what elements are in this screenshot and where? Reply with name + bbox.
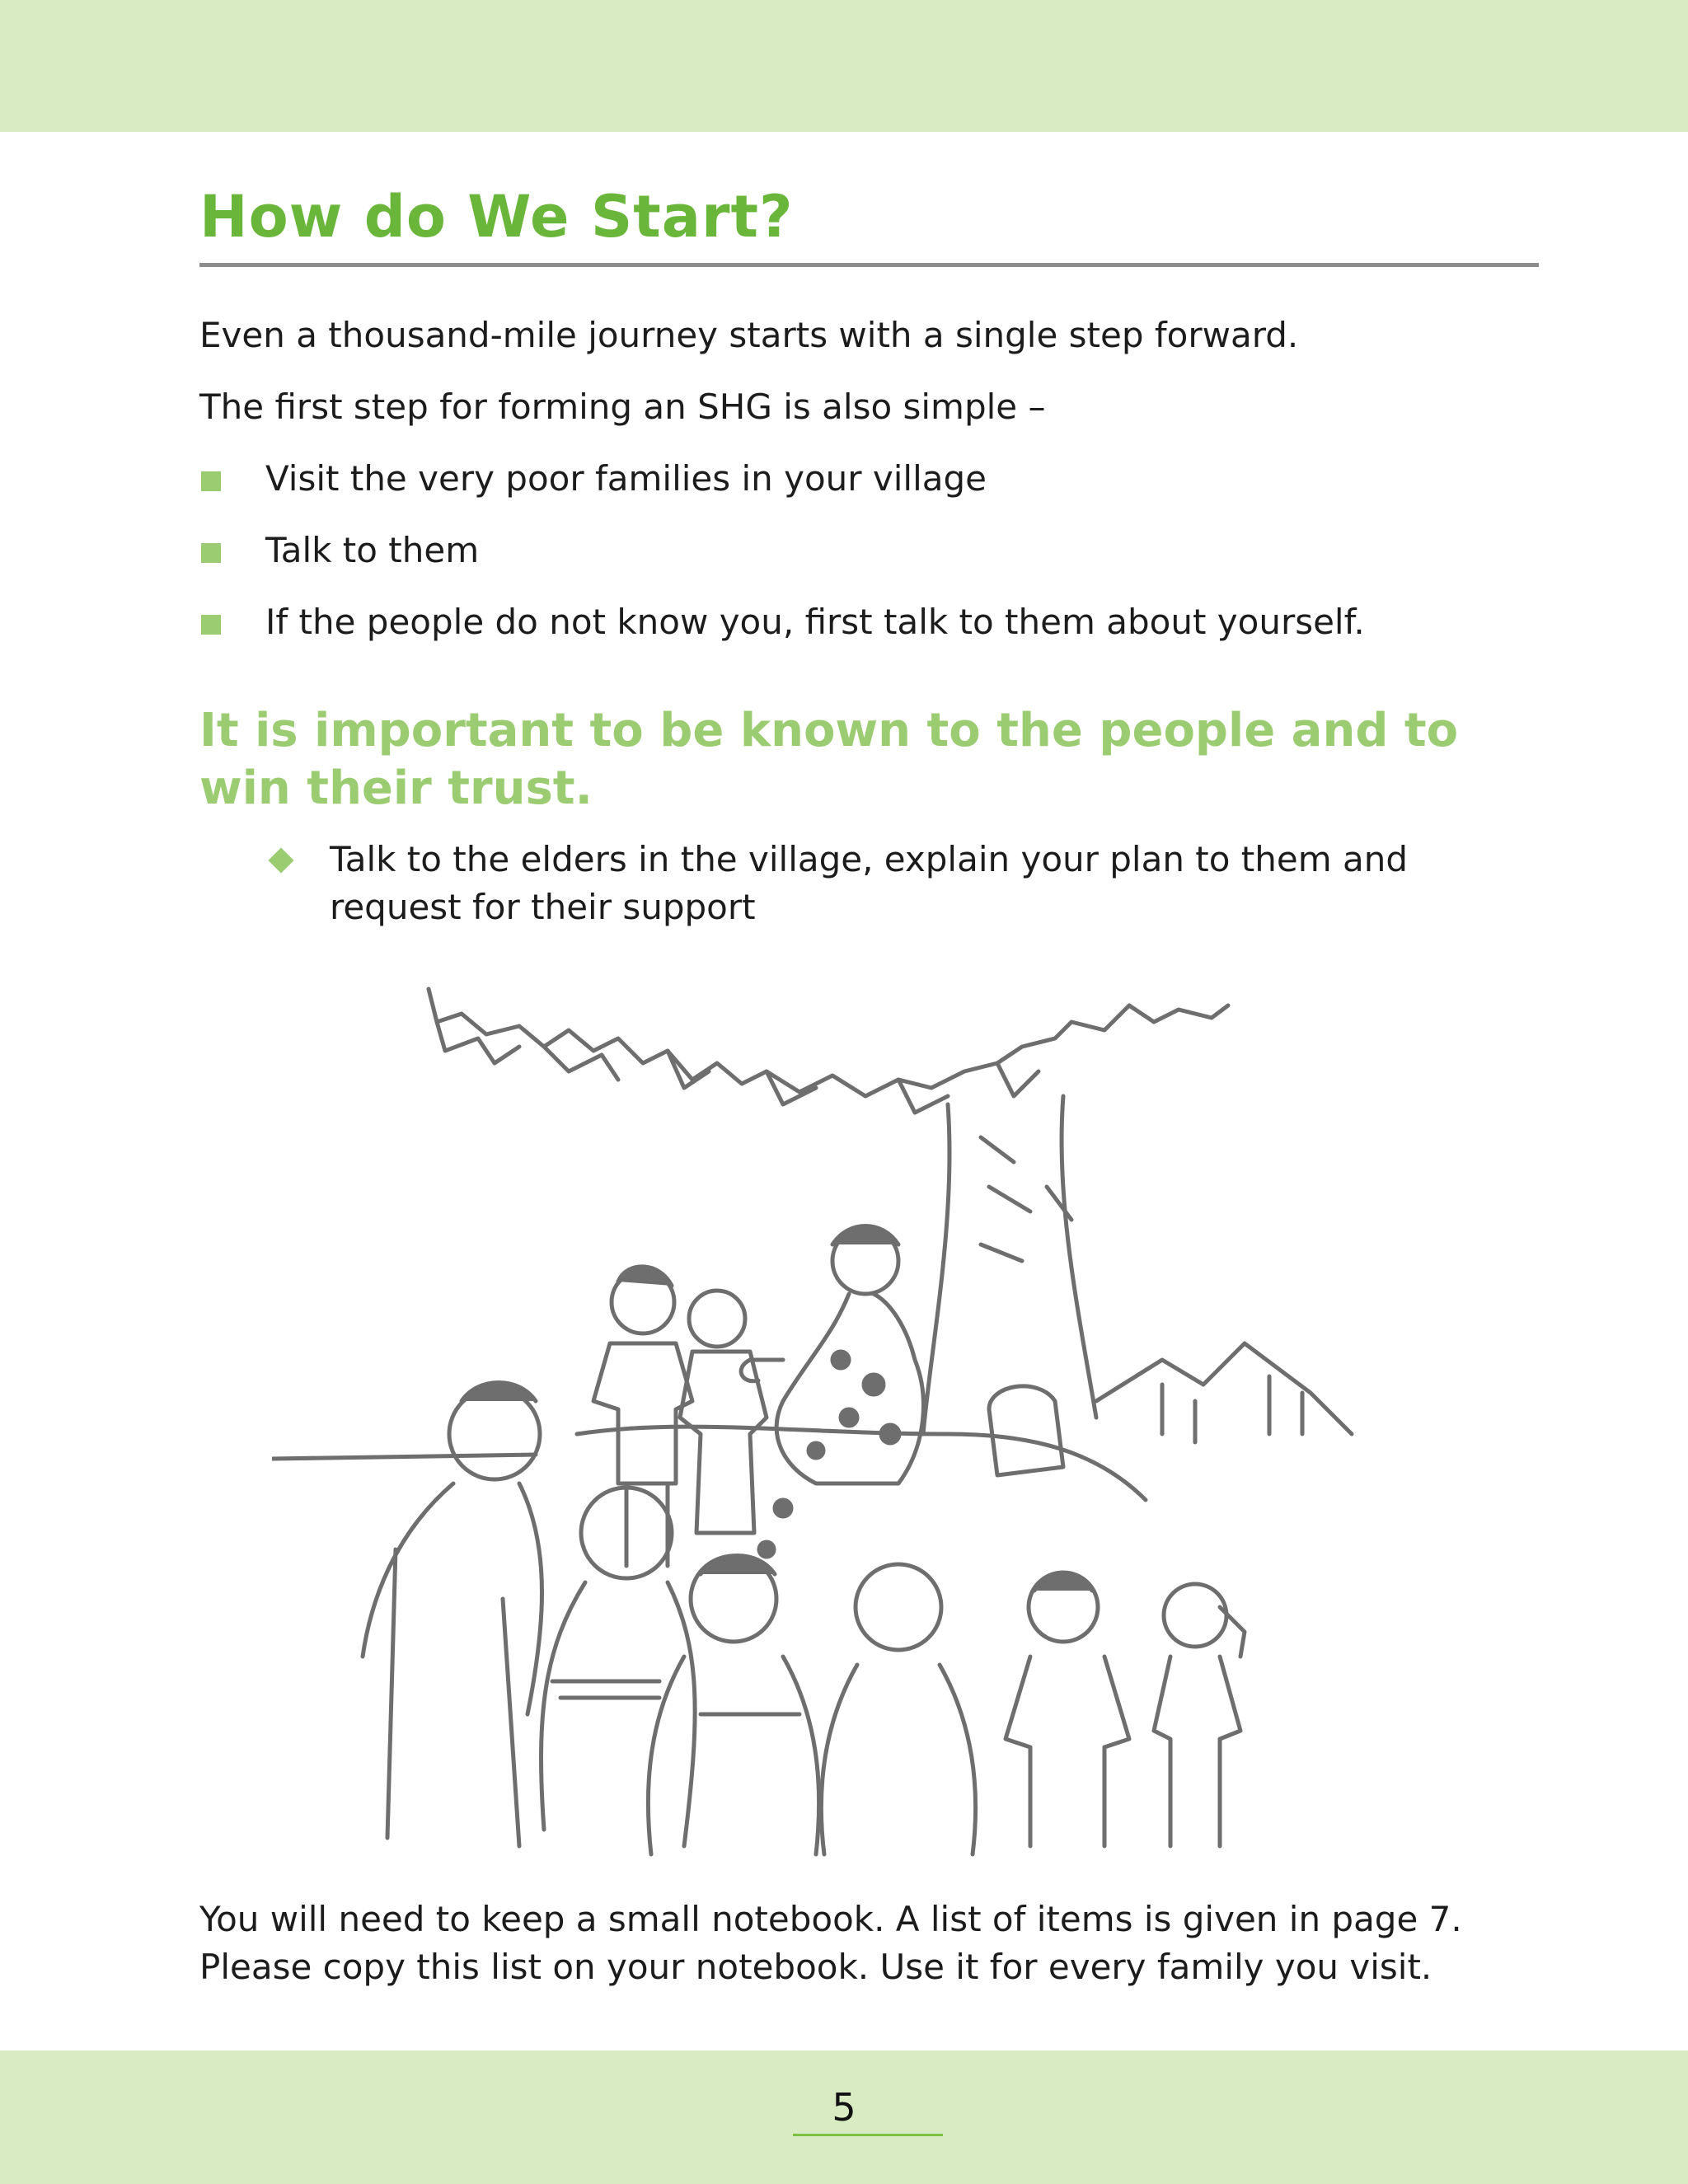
page-number-underline bbox=[793, 2134, 943, 2136]
crowd-person bbox=[821, 1665, 975, 1854]
elder-man bbox=[363, 1483, 542, 1846]
closing-paragraph: You will need to keep a small notebook. A list of items is given in page 7. Please copy this list on your notebook. Use it for every family you visit. bbox=[199, 1899, 1462, 1987]
bullet-item: Visit the very poor families in your village bbox=[265, 458, 987, 499]
village-meeting-illustration bbox=[272, 972, 1368, 1863]
bullet-item: Talk to them bbox=[265, 530, 480, 570]
diamond-bullet-item: Talk to the elders in the village, explain your plan to them and request for their support bbox=[330, 839, 1409, 927]
subheading: It is important to be known to the people and to win their trust. bbox=[199, 704, 1459, 815]
standing-girl bbox=[680, 1352, 767, 1533]
intro-paragraph-2: The first step for forming an SHG is also simple – bbox=[199, 387, 1046, 427]
crowd-woman bbox=[542, 1582, 696, 1846]
bullet-item: If the people do not know you, first talk to them about yourself. bbox=[265, 602, 1365, 642]
crowd-man-back bbox=[648, 1657, 818, 1854]
page-title: How do We Start? bbox=[199, 183, 794, 251]
seated-woman bbox=[776, 1294, 923, 1483]
top-header-band bbox=[0, 0, 1688, 132]
standing-boy bbox=[593, 1343, 692, 1566]
title-underline bbox=[199, 263, 1539, 267]
tree-canopy bbox=[429, 989, 1228, 1096]
crowd-boy bbox=[1006, 1657, 1129, 1846]
ground-hill bbox=[272, 1343, 1352, 1500]
square-bullet-icon bbox=[201, 471, 221, 491]
diamond-bullet-icon bbox=[268, 847, 293, 873]
square-bullet-icon bbox=[201, 615, 221, 635]
tree-trunk bbox=[923, 1096, 1096, 1434]
cloth-bag bbox=[989, 1386, 1063, 1475]
crowd-girl bbox=[1154, 1607, 1245, 1846]
page-number: 5 bbox=[832, 2085, 856, 2130]
intro-paragraph-1: Even a thousand-mile journey starts with a single step forward. bbox=[199, 315, 1299, 355]
square-bullet-icon bbox=[201, 543, 221, 563]
